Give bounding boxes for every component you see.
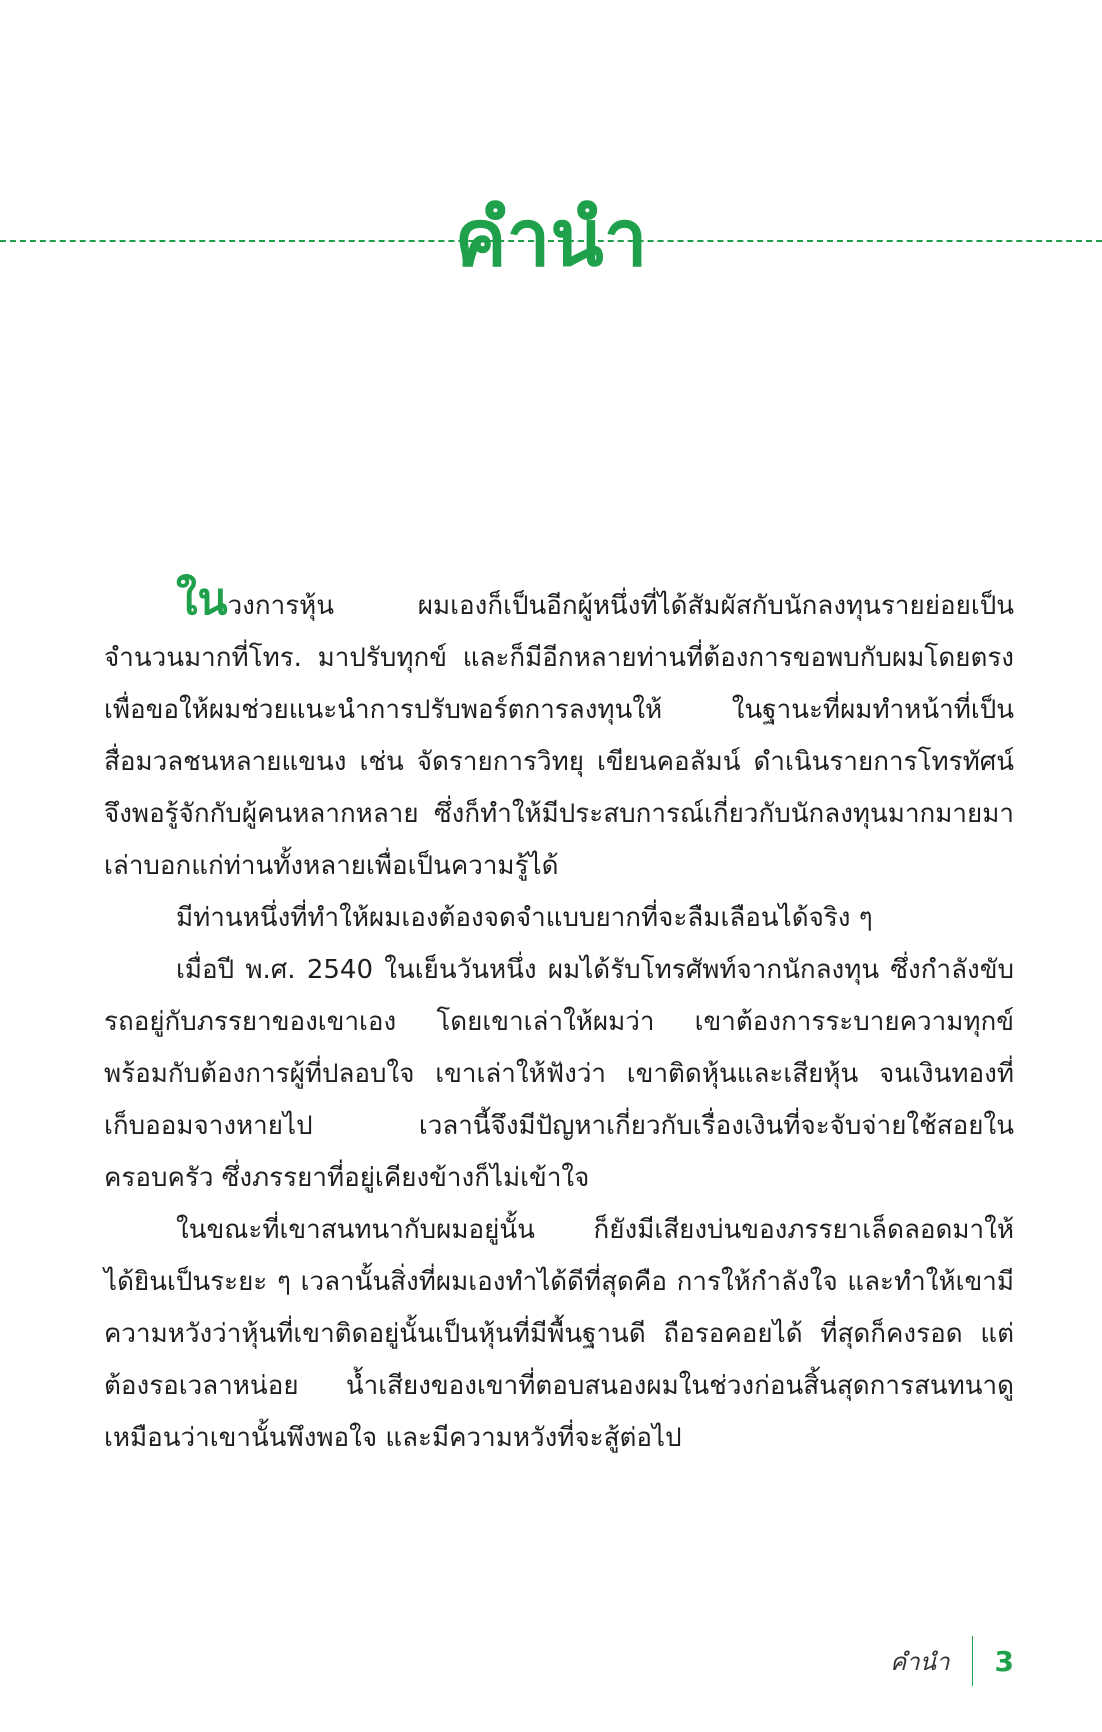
footer-section-label: คำนำ — [890, 1647, 950, 1676]
paragraph-1-text: วงการหุ้น ผมเองก็เป็นอีกผู้หนึ่งที่ได้สัมผัสกับนักลงทุนรายย่อยเป็นจำนวนมากที่โทร. มาปรับทุกข์ และก็มีอีกหลายท่านที่ต้องการขอพบกับผมโดยตรง เพื่อขอให้ผมช่วยแนะนำการปรับพอร์ตการลงทุนให้ ในฐานะที่ผมทำหน้าที่เป็นสื่อมวลชนหลายแขนง เช่น จัดรายการวิทยุ เขียนคอลัมน์ ดำเนินรายการโทรทัศน์ จึงพอรู้จักกับผู้คนหลากหลาย ซึ่งก็ทำให้มีประสบการณ์เกี่ยวกับนักลงทุนมากมายมาเล่าบอกแก่ท่านทั้งหลายเพื่อเป็นความรู้ได้ — [104, 591, 1014, 881]
body-text — [104, 574, 1014, 1464]
paragraph-3: เมื่อปี พ.ศ. 2540 ในเย็นวันหนึ่ง ผมได้รับโทรศัพท์จากนักลงทุน ซึ่งกำลังขับรถอยู่กับภรรยาของเขาเอง โดยเขาเล่าให้ผมว่า เขาต้องการระบายความทุกข์ พร้อมกับต้องการผู้ที่ปลอบใจ เขาเล่าให้ฟังว่า เขาติดหุ้นและเสียหุ้น จนเงินทองที่เก็บออมจางหายไป เวลานี้จึงมีปัญหาเกี่ยวกับเรื่องเงินที่จะจับจ่ายใช้สอยในครอบครัว ซึ่งภรรยาที่อยู่เคียงข้างก็ไม่เข้าใจ — [104, 955, 1014, 1193]
page-number: 3 — [994, 1644, 1014, 1678]
page-title: คำนำ — [454, 194, 648, 285]
title-dashed-divider — [0, 240, 1102, 242]
page-footer — [890, 1636, 1014, 1686]
drop-word: ใน — [176, 574, 228, 625]
paragraph-2: มีท่านหนึ่งที่ทำให้ผมเองต้องจดจำแบบยากที่จะลืมเลือนได้จริง ๆ — [176, 903, 873, 933]
paragraph-4: ในขณะที่เขาสนทนากับผมอยู่นั้น ก็ยังมีเสียงบ่นของภรรยาเล็ดลอดมาให้ได้ยินเป็นระยะ ๆ เวลานั้นสิ่งที่ผมเองทำได้ดีที่สุดคือ การให้กำลังใจ และทำให้เขามีความหวังว่าหุ้นที่เขาติดอยู่นั้นเป็นหุ้นที่มีพื้นฐานดี ถือรอคอยได้ ที่สุดก็คงรอด แต่ต้องรอเวลาหน่อย น้ำเสียงของเขาที่ตอบสนองผมในช่วงก่อนสิ้นสุดการสนทนาดูเหมือนว่าเขานั้นพึงพอใจ และมีความหวังที่จะสู้ต่อไป — [104, 1215, 1014, 1453]
paragraph-1 — [104, 574, 1014, 892]
